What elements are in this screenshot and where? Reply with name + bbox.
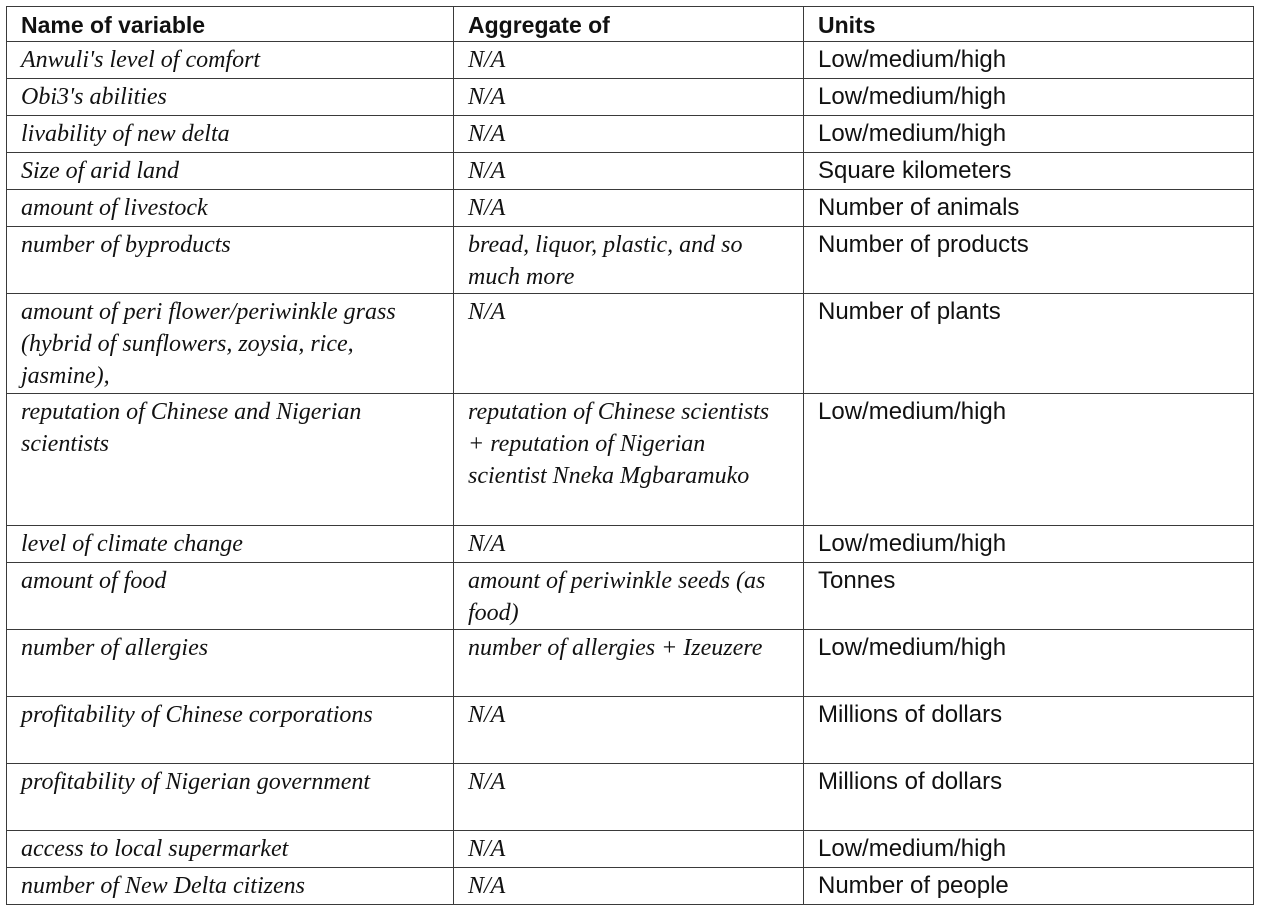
- variable-name-cell: number of allergies: [7, 630, 454, 697]
- table-row: [7, 630, 1254, 697]
- table-row: [7, 227, 1254, 294]
- table-row: [7, 394, 1254, 526]
- aggregate-cell: N/A: [454, 42, 804, 79]
- variable-name-cell: Size of arid land: [7, 153, 454, 190]
- units-cell: Number of products: [804, 227, 1254, 294]
- variable-name-cell: livability of new delta: [7, 116, 454, 153]
- table-row: [7, 294, 1254, 394]
- table-row: [7, 526, 1254, 563]
- units-cell: Low/medium/high: [804, 116, 1254, 153]
- units-cell: Low/medium/high: [804, 394, 1254, 526]
- table-row: [7, 153, 1254, 190]
- variable-name-cell: number of byproducts: [7, 227, 454, 294]
- units-cell: Tonnes: [804, 563, 1254, 630]
- aggregate-cell: N/A: [454, 697, 804, 764]
- table-row: [7, 190, 1254, 227]
- units-cell: Low/medium/high: [804, 79, 1254, 116]
- aggregate-cell: reputation of Chinese scientists + reputation of Nigerian scientist Nneka Mgbaramuko: [454, 394, 804, 526]
- aggregate-cell: N/A: [454, 831, 804, 868]
- variable-name-cell: Anwuli's level of comfort: [7, 42, 454, 79]
- variable-name-cell: number of New Delta citizens: [7, 868, 454, 905]
- variables-table: [6, 6, 1254, 905]
- header-row: [7, 7, 1254, 42]
- units-cell: Number of people: [804, 868, 1254, 905]
- variable-name-cell: reputation of Chinese and Nigerian scientists: [7, 394, 454, 526]
- aggregate-cell: amount of periwinkle seeds (as food): [454, 563, 804, 630]
- header-aggregate-of: Aggregate of: [454, 7, 804, 42]
- units-cell: Low/medium/high: [804, 831, 1254, 868]
- aggregate-cell: bread, liquor, plastic, and so much more: [454, 227, 804, 294]
- variable-name-cell: profitability of Nigerian government: [7, 764, 454, 831]
- aggregate-cell: N/A: [454, 868, 804, 905]
- table-row: [7, 697, 1254, 764]
- table-row: [7, 79, 1254, 116]
- variable-name-cell: access to local supermarket: [7, 831, 454, 868]
- header-units: Units: [804, 7, 1254, 42]
- units-cell: Square kilometers: [804, 153, 1254, 190]
- table-row: [7, 868, 1254, 905]
- units-cell: Number of animals: [804, 190, 1254, 227]
- units-cell: Low/medium/high: [804, 630, 1254, 697]
- variable-name-cell: profitability of Chinese corporations: [7, 697, 454, 764]
- units-cell: Millions of dollars: [804, 764, 1254, 831]
- aggregate-cell: number of allergies + Izeuzere: [454, 630, 804, 697]
- aggregate-cell: N/A: [454, 526, 804, 563]
- table-row: [7, 764, 1254, 831]
- variable-name-cell: amount of food: [7, 563, 454, 630]
- aggregate-cell: N/A: [454, 153, 804, 190]
- variable-name-cell: Obi3's abilities: [7, 79, 454, 116]
- table-row: [7, 116, 1254, 153]
- aggregate-cell: N/A: [454, 764, 804, 831]
- table-row: [7, 42, 1254, 79]
- table-row: [7, 831, 1254, 868]
- variable-name-cell: level of climate change: [7, 526, 454, 563]
- aggregate-cell: N/A: [454, 190, 804, 227]
- units-cell: Low/medium/high: [804, 42, 1254, 79]
- units-cell: Millions of dollars: [804, 697, 1254, 764]
- aggregate-cell: N/A: [454, 116, 804, 153]
- variable-name-cell: amount of livestock: [7, 190, 454, 227]
- units-cell: Low/medium/high: [804, 526, 1254, 563]
- units-cell: Number of plants: [804, 294, 1254, 394]
- header-name-of-variable: Name of variable: [7, 7, 454, 42]
- aggregate-cell: N/A: [454, 79, 804, 116]
- table-row: [7, 563, 1254, 630]
- variable-name-cell: amount of peri flower/periwinkle grass (hybrid of sunflowers, zoysia, rice, jasmine),: [7, 294, 454, 394]
- aggregate-cell: N/A: [454, 294, 804, 394]
